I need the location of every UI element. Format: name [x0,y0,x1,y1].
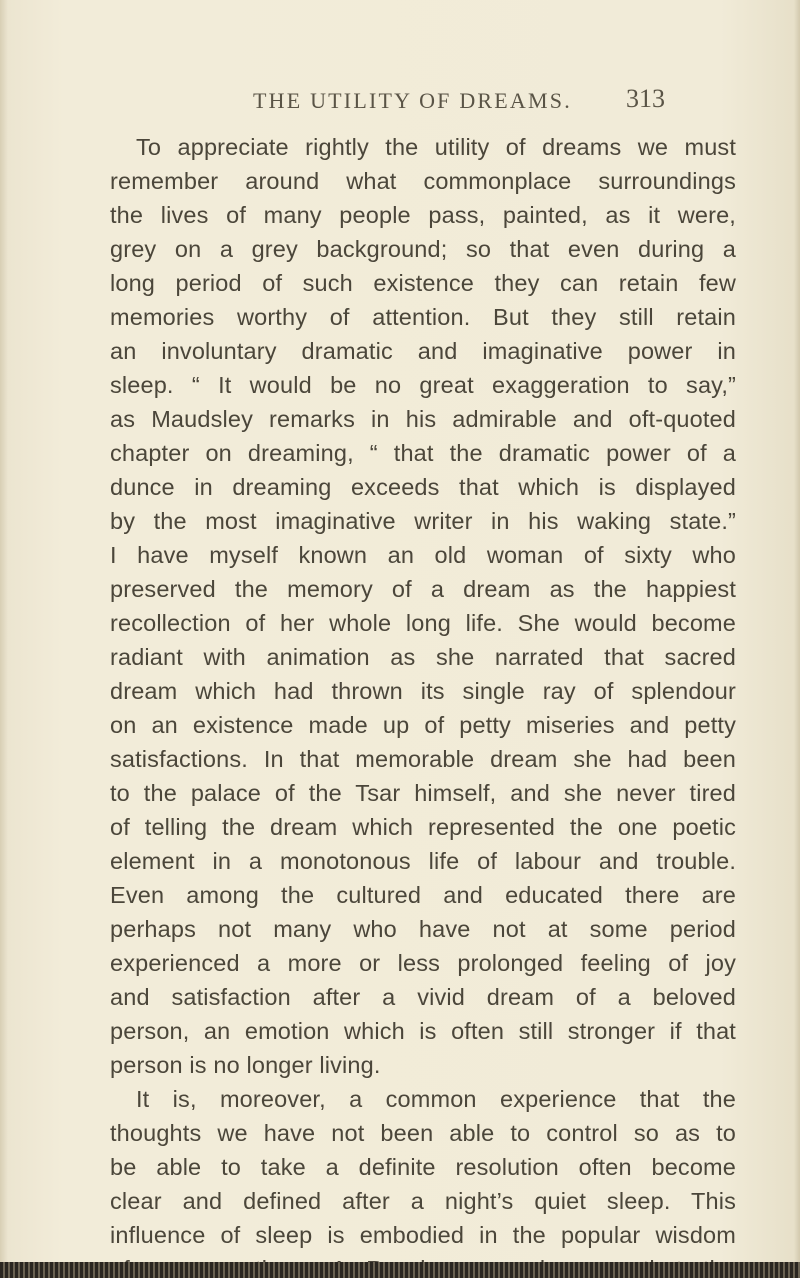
text-line: experienced a more or less prolonged feeling of joy [110,950,736,976]
text-line: dream which had thrown its single ray of splendour [110,678,736,704]
text-line: grey on a grey background; so that even during a [110,236,736,262]
running-header [0,84,800,118]
running-title: THE UTILITY OF DREAMS. [253,88,572,113]
text-line: chapter on dreaming, “ that the dramatic power of a [110,440,736,466]
text-line: Even among the cultured and educated there are [110,882,736,908]
text-line: sleep. “ It would be no great exaggeration to say,” [110,372,736,398]
text-line: recollection of her whole long life. She would become [110,610,736,636]
text-line: element in a monotonous life of labour and trouble. [110,848,736,874]
text-line: radiant with animation as she narrated that sacred [110,644,736,670]
text-line: and satisfaction after a vivid dream of a beloved [110,984,736,1010]
text-line: To appreciate rightly the utility of dreams we must [136,134,736,160]
text-line: by the most imaginative writer in his waking state.” [110,508,736,534]
text-line: preserved the memory of a dream as the happiest [110,576,736,602]
text-line: influence of sleep is embodied in the popular wisdom [110,1222,736,1248]
text-line: person is no longer living. [110,1052,381,1078]
text-line: memories worthy of attention. But they still retain [110,304,736,330]
text-line: clear and defined after a night’s quiet sleep. This [110,1188,736,1214]
text-line: perhaps not many who have not at some period [110,916,736,942]
text-line: an involuntary dramatic and imaginative power in [110,338,736,364]
page-bottom-edge [0,1262,800,1278]
text-line: person, an emotion which is often still stronger if that [110,1018,736,1044]
page-number: 313 [626,84,665,113]
text-line: to the palace of the Tsar himself, and she never tired [110,780,736,806]
text-line: of telling the dream which represented the one poetic [110,814,736,840]
text-line: dunce in dreaming exceeds that which is displayed [110,474,736,500]
page-right-edge [794,0,800,1278]
text-line: be able to take a definite resolution often become [110,1154,736,1180]
text-line: It is, moreover, a common experience that the [136,1086,736,1112]
text-line: remember around what commonplace surroundings [110,168,736,194]
text-line: satisfactions. In that memorable dream she had been [110,746,736,772]
text-line: as Maudsley remarks in his admirable and oft-quoted [110,406,736,432]
text-line: I have myself known an old woman of sixty who [110,542,736,568]
text-line: thoughts we have not been able to control so as to [110,1120,736,1146]
text-line: on an existence made up of petty miseries and petty [110,712,736,738]
page-left-edge [0,0,8,1278]
text-line: long period of such existence they can retain few [110,270,736,296]
text-line: the lives of many people pass, painted, as it were, [110,202,736,228]
